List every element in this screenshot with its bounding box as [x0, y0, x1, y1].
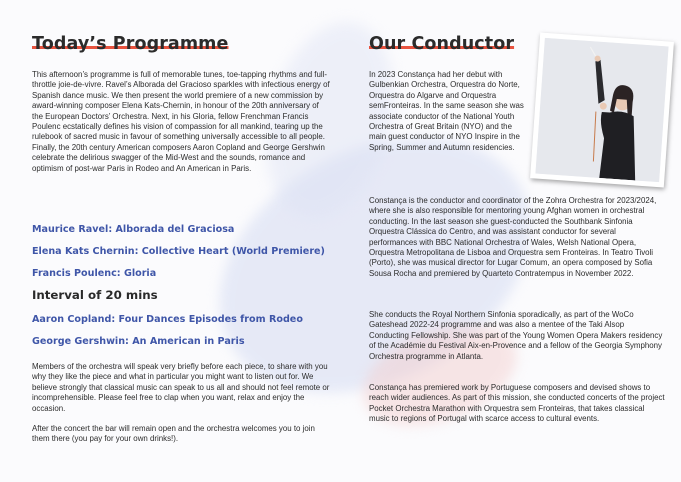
conductor-photo	[530, 33, 674, 188]
conductor-bio-1: In 2023 Constança had her debut with Gulbenkian Orchestra, Orquestra do Norte, Orquestra do Algarve and Orquestra semFronteiras. In the same season she was associate conductor of the National Youth Orchestra of Great Britain (NYO) and the main guest conductor of NYO Inspire in the Spring, Summer and Autumn residencies.	[369, 70, 524, 152]
interval-label: Interval of 20 mins	[32, 288, 158, 302]
piece-poulenc: Francis Poulenc: Gloria	[32, 268, 157, 279]
conductor-heading: Our Conductor	[369, 34, 515, 54]
conductor-bio-4: Constança has premiered work by Portuguese composers and devised shows to reach wider audiences. As part of this mission, she conducted concerts of the project Pocket Orchestra Marathon with Orquestra sem Fronteiras, that takes classical music to regions of Portugal with scarce access to cultural events.	[369, 383, 665, 424]
conductor-figure-image	[535, 38, 668, 182]
piece-copland: Aaron Copland: Four Dances Episodes from Rodeo	[32, 314, 303, 325]
programme-intro: This afternoon’s programme is full of memorable tunes, toe-tapping rhythms and full- throttle joie-de-vivre. Ravel’s Alborada del Gracioso sparkles with infectious energy of Spanish dance music. We then present the world premiere of a new commission by award-winning composer Elena Kats-Chernin, in honour of the 20th anniversary of the European Doctors’ Orchestra. Next, in his Gloria, fellow Frenchman Francis Poulenc ecstatically defines his vision of compassion for all mankind, tearing up the rulebook of sacred music in favour of something universally accessible to all people. Finally, the 20th century American composers Aaron Copland and George Gershwin celebrate the delirious swagger of the Mid-West and the sounds, romance and optimism of post-war Paris in Rodeo and An American in Paris.	[32, 70, 330, 173]
piece-kats-chernin: Elena Kats Chernin: Collective Heart (World Premiere)	[32, 246, 325, 257]
conductor-bio-2: Constança is the conductor and coordinator of the Zohra Orchestra for 2023/2024, where she is also responsible for mentoring young Afghan women in orchestral conducting. In the last season she guest-conducted the Southbank Sinfonia Orquestra Clássica do Centro, and was assistant conductor for several performances with BBC National Orchestra of Wales, Welsh National Opera, Orquestra Metropolitana de Lisboa and Orquestra sem Fronteiras. In Teatro Tivoli (Porto), she was musical director for Lugar Comum, an opera composed by Sofia Sousa Rocha and premiered by Quarteto Contratempus in November 2022.	[369, 196, 657, 278]
conductor-bio-3: She conducts the Royal Northern Sinfonia sporadically, as part of the WoCo Gateshead 2022-24 programme and was also a mentee of the Taki Alsop Conducting Fellowship. She was part of the Young Women Opera Makers residency of the Académie du Festival Aix-en-Provence and a fellow of the Georgia Symphony Orchestra programme in Atlanta.	[369, 310, 663, 361]
piece-gershwin: George Gershwin: An American in Paris	[32, 336, 245, 347]
orchestra-note: Members of the orchestra will speak very briefly before each piece, to share with you why they like the piece and what in particular you might want to listen out for. We believe strongly that classical music can speak to us all and should not feel remote or incomprehensible. Please feel free to clap when you want, relax and enjoy the occasion.	[32, 362, 330, 413]
programme-heading: Today’s Programme	[32, 34, 229, 54]
bar-note: After the concert the bar will remain open and the orchestra welcomes you to join them there (you pay for your own drinks!).	[32, 424, 315, 444]
piece-ravel: Maurice Ravel: Alborada del Graciosa	[32, 224, 235, 235]
